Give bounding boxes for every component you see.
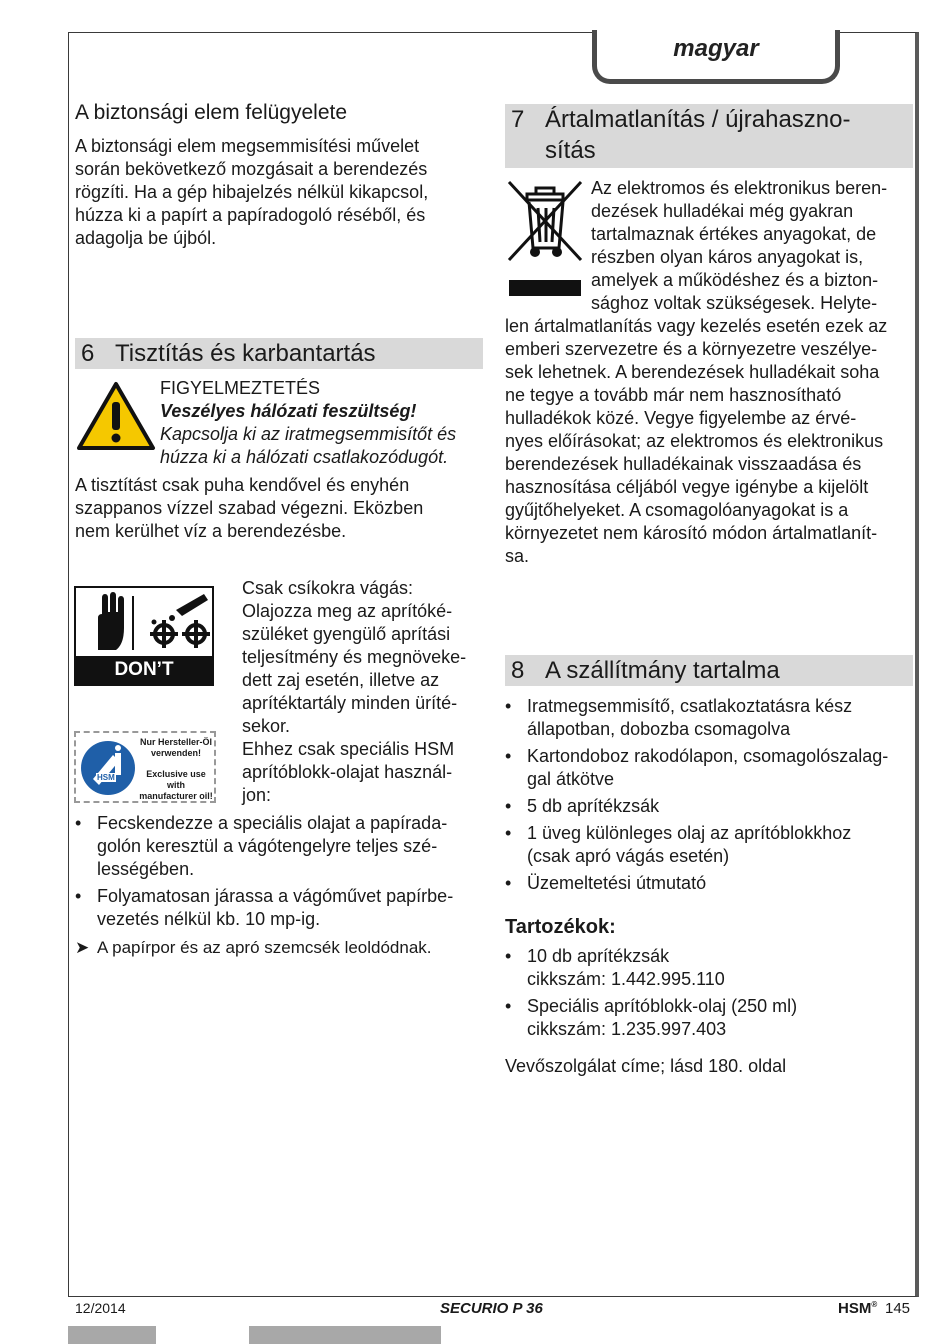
cleaning-text xyxy=(75,474,485,543)
accessory-item-line: cikkszám: 1.442.995.110 xyxy=(527,969,725,989)
bullet-icon: • xyxy=(505,823,512,843)
footer-model: SECURIO P 36 xyxy=(440,1300,543,1317)
cleaning-step-line: lességében. xyxy=(97,859,195,879)
section-8-number: 8 xyxy=(511,657,525,684)
dont-forget-label: DON’T FORGET xyxy=(76,656,212,684)
warning-line: húzza ki a hálózati csatlakozódugót. xyxy=(160,447,449,467)
info-bottle-icon xyxy=(79,739,137,797)
oil-label-de-1: Nur Hersteller-Öl xyxy=(139,737,213,747)
safety-line: A biztonsági elem megsemmisítési művelet xyxy=(75,136,420,156)
accessory-item-line: 10 db aprítékzsák xyxy=(527,946,670,966)
disposal-line: hasznosítása céljából vegye igénybe a kijelölt xyxy=(505,477,869,497)
safety-title: A biztonsági elem felügyelete xyxy=(75,101,348,124)
disposal-line: amelyek a működéshez és a bizton- xyxy=(591,270,879,290)
safety-line: során bekövetkező mozgásait a berendezés xyxy=(75,159,428,179)
section-7-number: 7 xyxy=(511,106,525,133)
section-6-number: 6 xyxy=(81,340,95,367)
warning-label: FIGYELMEZTETÉS xyxy=(160,378,321,398)
delivery-item-line: gal átkötve xyxy=(527,769,615,789)
cleaning-step-line: golón keresztül a vágótengelyre teljes szé- xyxy=(97,836,438,856)
section-7-heading xyxy=(505,104,913,168)
disposal-text xyxy=(505,177,917,568)
accessories-list xyxy=(505,945,917,1045)
bullet-icon: • xyxy=(505,873,512,893)
delivery-item xyxy=(505,795,917,818)
bullet-icon: • xyxy=(505,946,512,966)
accessory-item xyxy=(505,995,917,1041)
delivery-item xyxy=(505,745,917,791)
result-text: A papírpor és az apró szemcsék leoldódnak. xyxy=(97,938,432,957)
safety-line: adagolja be újból. xyxy=(75,228,217,248)
disposal-line: Az elektromos és elektronikus beren- xyxy=(591,178,888,198)
cleaning-line: szappanos vízzel szabad végezni. Eközben xyxy=(75,498,424,518)
section-6-title: Tisztítás és karbantartás xyxy=(115,340,376,367)
disposal-line: emberi szervezetre és a környezetre veszélye- xyxy=(505,339,878,359)
section-8-title: A szállítmány tartalma xyxy=(545,657,780,684)
result-arrow-icon: ➤ xyxy=(75,938,90,957)
oil-line: Ehhez csak speciális HSM xyxy=(242,739,455,759)
disposal-line: ne tegye a tovább már nem hasznosítható xyxy=(505,385,842,405)
delivery-item-line: Iratmegsemmisítő, csatlakoztatásra kész xyxy=(527,696,853,716)
disposal-line: sághoz voltak szükségesek. Helyte- xyxy=(591,293,878,313)
oil-label-brand: HSM xyxy=(97,773,115,782)
cleaning-steps-list xyxy=(75,812,485,935)
section-7-title-2: sítás xyxy=(545,137,596,164)
bottom-bar-mid xyxy=(249,1326,441,1344)
language-tab: magyar xyxy=(592,30,840,84)
delivery-item xyxy=(505,822,917,868)
section-7-title-1: Ártalmatlanítás / újrahaszno- xyxy=(545,106,851,133)
oil-line: jon: xyxy=(242,785,272,805)
oil-line: sekor. xyxy=(242,716,291,736)
bullet-icon: • xyxy=(75,813,82,833)
accessories-title: Tartozékok: xyxy=(505,916,616,938)
bullet-icon: • xyxy=(505,696,512,716)
oil-gears-icon xyxy=(76,588,212,658)
oil-label-de-2: verwenden! xyxy=(150,748,201,758)
disposal-line: hulladékok közé. Vegye figyelembe az érvé- xyxy=(505,408,857,428)
footer-reg: ® xyxy=(871,1300,878,1309)
delivery-item-line: 1 üveg különleges olaj az aprítóblokkhoz xyxy=(527,823,852,843)
delivery-item-line: 5 db aprítékzsák xyxy=(527,796,660,816)
oil-line: szüléket gyengülő aprítási xyxy=(242,624,451,644)
disposal-line: nyes előírásokat; az elektromos és elektronikus xyxy=(505,431,884,451)
page-number: 145 xyxy=(885,1300,911,1317)
oil-label xyxy=(74,731,216,803)
cleaning-step-line: vezetés nélkül kb. 10 mp-ig. xyxy=(97,909,321,929)
delivery-item-line: állapotban, dobozba csomagolva xyxy=(527,719,791,739)
disposal-line: berendezések hulladékainak visszaadása és xyxy=(505,454,862,474)
section-8-heading xyxy=(505,655,913,686)
oil-label-en-1: Exclusive use with xyxy=(146,769,206,790)
accessory-item-line: cikkszám: 1.235.997.403 xyxy=(527,1019,727,1039)
delivery-item-line: (csak apró vágás esetén) xyxy=(527,846,730,866)
disposal-line: len ártalmatlanítás vagy kezelés esetén ezek az xyxy=(505,316,888,336)
disposal-line: tartalmaznak értékes anyagokat, de xyxy=(591,224,877,244)
bullet-icon: • xyxy=(75,886,82,906)
footer-brand-logo xyxy=(838,1300,877,1317)
delivery-item-line: Üzemeltetési útmutató xyxy=(527,873,707,893)
disposal-line: sek lehetnek. A berendezések hulladékait soha xyxy=(505,362,880,382)
delivery-item-line: Kartondoboz rakodólapon, csomagolószalag- xyxy=(527,746,889,766)
disposal-line: gyűjtőhelyeket. A csomagolóanyagokat is a xyxy=(505,500,849,520)
bullet-icon: • xyxy=(505,996,512,1016)
disposal-line: sa. xyxy=(505,546,530,566)
warning-text xyxy=(160,423,456,469)
disposal-line: részben olyan káros anyagokat is, xyxy=(591,247,864,267)
delivery-item xyxy=(505,695,917,741)
accessory-item xyxy=(505,945,917,991)
accessory-item-line: Speciális aprítóblokk-olaj (250 ml) xyxy=(527,996,798,1016)
oil-line: aprítéktartály minden üríté- xyxy=(242,693,458,713)
section-6-heading xyxy=(75,338,483,369)
disposal-line: környezetet nem károsító módon ártalmatlanít- xyxy=(505,523,878,543)
cleaning-line: A tisztítást csak puha kendővel és enyhén xyxy=(75,475,410,495)
footer-brand: HSM xyxy=(838,1300,872,1317)
safety-line: rögzíti. Ha a gép hibajelzés nélkül kikapcsol, xyxy=(75,182,429,202)
delivery-contents-list xyxy=(505,695,917,899)
dont-forget-box xyxy=(74,586,214,708)
delivery-item xyxy=(505,872,917,895)
cleaning-step-line: Folyamatosan járassa a vágóművet papírbe- xyxy=(97,886,454,906)
bullet-icon: • xyxy=(505,746,512,766)
oil-line: Csak csíkokra vágás: xyxy=(242,578,414,598)
cleaning-step xyxy=(75,812,485,881)
warning-icon xyxy=(76,380,156,452)
safety-text xyxy=(75,135,485,250)
disposal-line: dezések hulladékai még gyakran xyxy=(591,201,854,221)
oil-label-en-2: manufacturer oil! xyxy=(139,791,213,801)
warning-line: Kapcsolja ki az iratmegsemmisítőt és xyxy=(160,424,457,444)
cleaning-step xyxy=(75,885,485,931)
oil-line: teljesítmény és megnöveke- xyxy=(242,647,467,667)
footer-date: 12/2014 xyxy=(75,1300,126,1316)
cleaning-step-line: Fecskendezze a speciális olajat a papírada- xyxy=(97,813,448,833)
oil-line: Olajozza meg az aprítóké- xyxy=(242,601,453,621)
result-line xyxy=(75,936,432,959)
safety-line: húzza ki a papírt a papíradogoló réséből, és xyxy=(75,205,426,225)
service-note: Vevőszolgálat címe; lásd 180. oldal xyxy=(505,1056,787,1076)
oil-line: aprítóblokk-olajat használ- xyxy=(242,762,453,782)
warning-emphasis: Veszélyes hálózati feszültség! xyxy=(160,401,417,421)
oil-text xyxy=(242,577,487,807)
cleaning-line: nem kerülhet víz a berendezésbe. xyxy=(75,521,347,541)
oil-line: dett zaj esetén, illetve az xyxy=(242,670,440,690)
bullet-icon: • xyxy=(505,796,512,816)
bottom-bar-left xyxy=(68,1326,156,1344)
